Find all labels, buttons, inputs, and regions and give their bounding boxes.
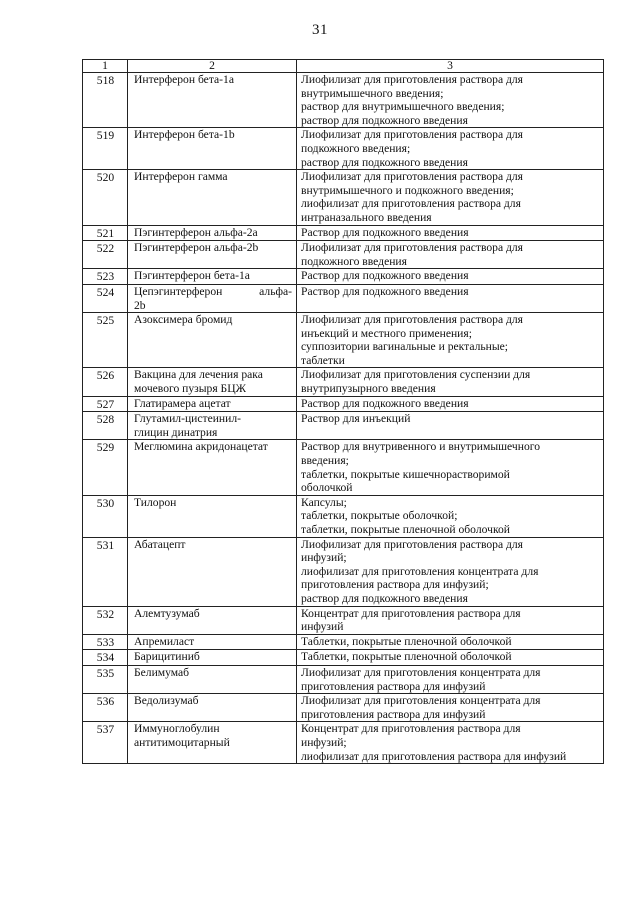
table-header-row	[83, 60, 604, 73]
dosage-forms	[297, 241, 604, 269]
column-header-forms: 3	[297, 60, 604, 73]
table-row	[83, 606, 604, 634]
row-number: 535	[83, 665, 128, 693]
row-number: 521	[83, 225, 128, 241]
dosage-forms	[297, 606, 604, 634]
dosage-form-line: внутримышечного введения;	[301, 86, 444, 100]
dosage-form-line: Лиофилизат для приготовления раствора для	[301, 313, 524, 327]
drug-name-justified-line	[134, 285, 292, 299]
row-number: 523	[83, 269, 128, 285]
dosage-forms	[297, 722, 604, 764]
dosage-form-line: интраназального введения	[301, 210, 432, 224]
table-row	[83, 396, 604, 412]
dosage-form-line: внутрипузырного введения	[301, 382, 436, 396]
dosage-forms	[297, 396, 604, 412]
drug-name: Пэгинтерферон альфа-2b	[128, 241, 297, 269]
dosage-form-line: Лиофилизат для приготовления суспензии для	[301, 368, 531, 382]
dosage-form-line: Раствор для подкожного введения	[301, 269, 469, 283]
dosage-form-line: Лиофилизат для приготовления раствора для	[301, 170, 524, 184]
row-number: 534	[83, 650, 128, 666]
dosage-form-line: приготовления раствора для инфузий;	[301, 578, 489, 592]
dosage-form-line: раствор для подкожного введения	[301, 113, 468, 127]
dosage-form-line: Таблетки, покрытые пленочной оболочкой	[301, 634, 512, 648]
dosage-form-line: суппозитории вагинальные и ректальные;	[301, 340, 509, 354]
dosage-form-line: Концентрат для приготовления раствора для	[301, 722, 521, 736]
dosage-forms	[297, 495, 604, 537]
drug-name-line: мочевого пузыря БЦЖ	[134, 382, 246, 396]
dosage-form-line: Лиофилизат для приготовления раствора для	[301, 128, 524, 142]
dosage-form-line: Раствор для инъекций	[301, 412, 411, 426]
drug-name	[128, 284, 297, 312]
dosage-forms	[297, 440, 604, 495]
dosage-form-line: таблетки, покрытые оболочкой;	[301, 509, 458, 523]
row-number: 524	[83, 284, 128, 312]
dosage-form-line: подкожного введения	[301, 254, 407, 268]
dosage-form-line: раствор для подкожного введения	[301, 155, 468, 169]
dosage-form-line: Лиофилизат для приготовления раствора для	[301, 241, 524, 255]
dosage-form-line: приготовления раствора для инфузий	[301, 707, 486, 721]
table-row	[83, 284, 604, 312]
drug-name-part: альфа-	[259, 284, 292, 298]
row-number: 530	[83, 495, 128, 537]
table-row	[83, 412, 604, 440]
drug-name: Азоксимера бромид	[128, 313, 297, 368]
dosage-forms	[297, 368, 604, 396]
dosage-forms	[297, 412, 604, 440]
drug-name: Апремиласт	[128, 634, 297, 650]
dosage-forms	[297, 537, 604, 606]
table-row	[83, 269, 604, 285]
page-number: 31	[312, 22, 328, 38]
drug-name: Барицитиниб	[128, 650, 297, 666]
row-number: 527	[83, 396, 128, 412]
row-number: 532	[83, 606, 128, 634]
table-row	[83, 128, 604, 170]
drug-name: Интерферон бета-1а	[128, 73, 297, 128]
row-number: 531	[83, 537, 128, 606]
drug-name	[128, 368, 297, 396]
drug-name: Тилорон	[128, 495, 297, 537]
dosage-forms	[297, 665, 604, 693]
table-row	[83, 225, 604, 241]
drug-name-line: антитимоцитарный	[134, 735, 230, 749]
row-number: 522	[83, 241, 128, 269]
row-number: 536	[83, 694, 128, 722]
dosage-form-line: Капсулы;	[301, 495, 347, 509]
drug-name: Ведолизумаб	[128, 694, 297, 722]
drug-name-line: Вакцина для лечения рака	[134, 368, 263, 382]
drug-name: Алемтузумаб	[128, 606, 297, 634]
table-row	[83, 241, 604, 269]
table-row	[83, 722, 604, 764]
row-number: 518	[83, 73, 128, 128]
dosage-forms	[297, 225, 604, 241]
dosage-form-line: приготовления раствора для инфузий	[301, 679, 486, 693]
dosage-form-line: Раствор для подкожного введения	[301, 284, 469, 298]
table-row	[83, 440, 604, 495]
table-row	[83, 537, 604, 606]
table-row	[83, 665, 604, 693]
dosage-form-line: оболочкой	[301, 481, 353, 495]
dosage-form-line: лиофилизат для приготовления раствора для	[301, 197, 521, 211]
dosage-forms	[297, 650, 604, 666]
dosage-form-line: Раствор для внутривенного и внутримышечного	[301, 440, 541, 454]
drug-name: Глатирамера ацетат	[128, 396, 297, 412]
dosage-form-line: Лиофилизат для приготовления концентрата для	[301, 665, 541, 679]
drug-name-line: глицин динатрия	[134, 425, 218, 439]
dosage-form-line: подкожного введения;	[301, 141, 411, 155]
table-row	[83, 170, 604, 225]
drug-name: Пэгинтерферон альфа-2а	[128, 225, 297, 241]
dosage-form-line: инфузий;	[301, 551, 347, 565]
row-number: 526	[83, 368, 128, 396]
table-row	[83, 495, 604, 537]
drug-name: Меглюмина акридонацетат	[128, 440, 297, 495]
dosage-form-line: таблетки, покрытые кишечнорастворимой	[301, 467, 510, 481]
dosage-form-line: инъекций и местного применения;	[301, 326, 472, 340]
drug-name: Белимумаб	[128, 665, 297, 693]
row-number: 528	[83, 412, 128, 440]
drug-name: Интерферон бета-1b	[128, 128, 297, 170]
row-number: 533	[83, 634, 128, 650]
drug-name-line: Глутамил-цистеинил-	[134, 412, 241, 426]
drug-name: Интерферон гамма	[128, 170, 297, 225]
dosage-form-line: лиофилизат для приготовления концентрата для	[301, 564, 539, 578]
dosage-forms	[297, 313, 604, 368]
dosage-form-line: внутримышечного и подкожного введения;	[301, 183, 514, 197]
dosage-forms	[297, 694, 604, 722]
drug-registry-table	[82, 59, 604, 764]
table-row	[83, 650, 604, 666]
table-row	[83, 313, 604, 368]
dosage-forms	[297, 73, 604, 128]
dosage-forms	[297, 284, 604, 312]
column-header-name: 2	[128, 60, 297, 73]
dosage-forms	[297, 128, 604, 170]
column-header-number: 1	[83, 60, 128, 73]
dosage-form-line: таблетки	[301, 353, 345, 367]
row-number: 525	[83, 313, 128, 368]
drug-name	[128, 722, 297, 764]
drug-name-part: 2b	[134, 298, 146, 312]
drug-name-line: Иммуноглобулин	[134, 722, 220, 736]
drug-name	[128, 412, 297, 440]
drug-name-part: Цепэгинтерферон	[134, 284, 223, 298]
dosage-form-line: раствор для подкожного введения	[301, 591, 468, 605]
dosage-form-line: раствор для внутримышечного введения;	[301, 100, 505, 114]
dosage-form-line: Таблетки, покрытые пленочной оболочкой	[301, 650, 512, 664]
dosage-form-line: лиофилизат для приготовления раствора для инфузий	[301, 749, 567, 763]
drug-name: Абатацепт	[128, 537, 297, 606]
dosage-form-line: Лиофилизат для приготовления раствора для	[301, 537, 524, 551]
dosage-form-line: инфузий;	[301, 735, 347, 749]
dosage-form-line: Раствор для подкожного введения	[301, 396, 469, 410]
dosage-form-line: введения;	[301, 454, 349, 468]
dosage-form-line: Концентрат для приготовления раствора для	[301, 606, 521, 620]
table-row	[83, 368, 604, 396]
dosage-form-line: Раствор для подкожного введения	[301, 225, 469, 239]
dosage-form-line: Лиофилизат для приготовления концентрата для	[301, 694, 541, 708]
table-row	[83, 73, 604, 128]
table-row	[83, 634, 604, 650]
drug-name: Пэгинтерферон бета-1а	[128, 269, 297, 285]
table-row	[83, 694, 604, 722]
dosage-form-line: инфузий	[301, 620, 344, 634]
dosage-forms	[297, 170, 604, 225]
row-number: 537	[83, 722, 128, 764]
dosage-form-line: Лиофилизат для приготовления раствора для	[301, 73, 524, 86]
row-number: 520	[83, 170, 128, 225]
dosage-forms	[297, 269, 604, 285]
dosage-form-line: таблетки, покрытые пленочной оболочкой	[301, 523, 510, 536]
row-number: 529	[83, 440, 128, 495]
row-number: 519	[83, 128, 128, 170]
dosage-forms	[297, 634, 604, 650]
